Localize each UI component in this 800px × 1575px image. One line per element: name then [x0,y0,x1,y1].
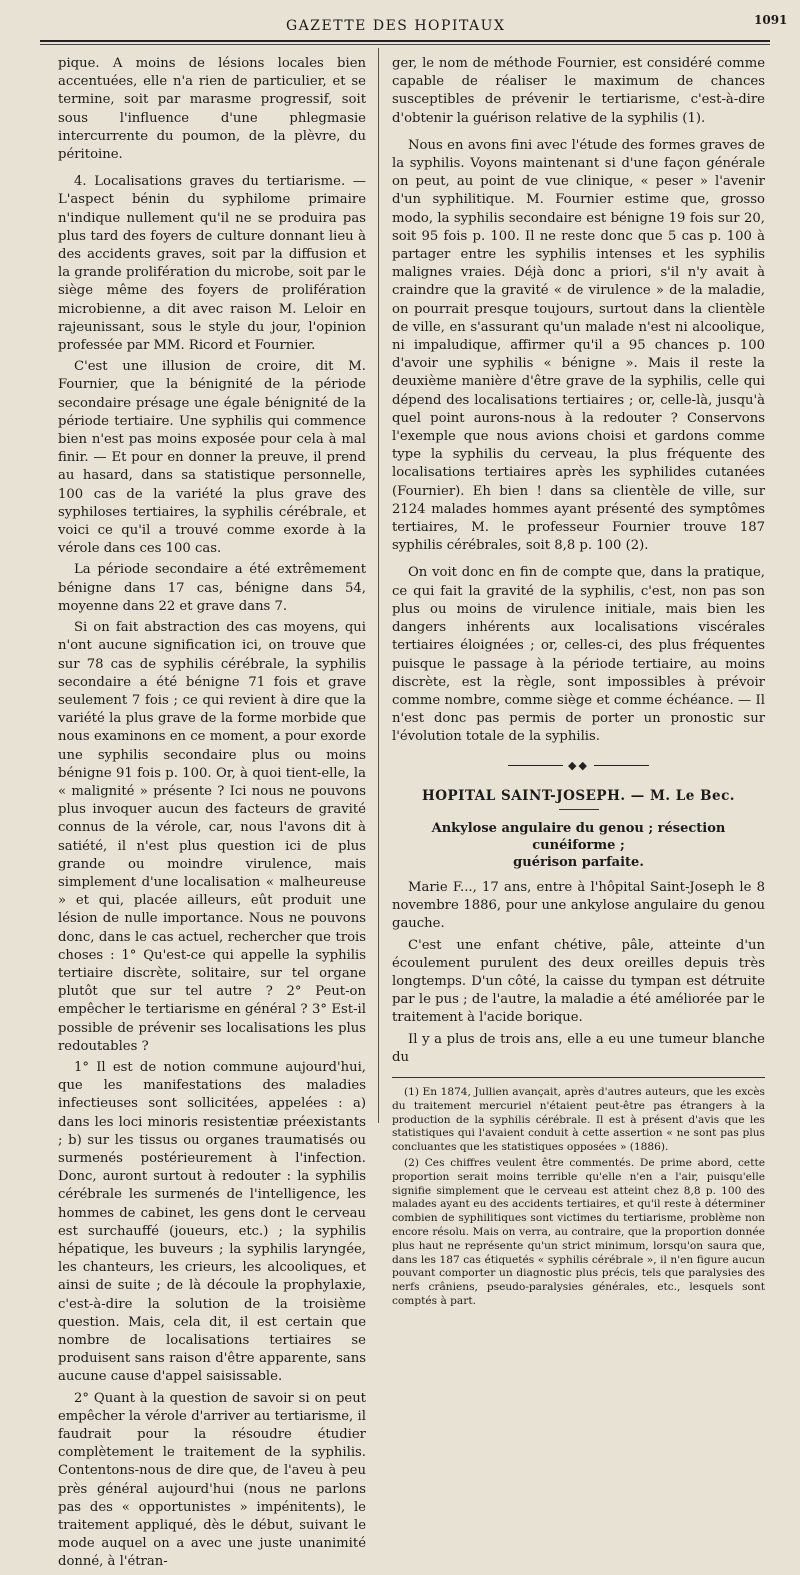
column-divider [378,48,379,1123]
paragraph: 2° Quant à la question de savoir si on peut empêcher la vérole d'arriver au tertiarisme, il faudrait pour la résoudre étudier complètement le traitement de la syphilis. Contentons-nous de dire que, de l'aveu à peu près général aujourd'hui (nous ne parlons pas des « opportunistes » impénitents), le traitement appliqué, dès le début, suivant le mode auquel on a avec une juste unanimité donné, à l'étran- [58,1390,366,1570]
right-column [392,55,765,1311]
section-heading: HOPITAL SAINT-JOSEPH. — M. Le Bec. [422,787,735,804]
paragraph: Marie F..., 17 ans, entre à l'hôpital Saint-Joseph le 8 novembre 1886, pour une ankylose angulaire du genou gauche. [392,879,765,932]
paragraph: pique. A moins de lésions locales bien accentuées, elle n'a rien de particulier, et se termine, soit par marasme progressif, soit sous l'influence d'une phlegmasie intercurrente du poumon, de la plèvre, du péritoine. [58,56,366,163]
case-title [392,820,765,871]
paragraph: Nous en avons fini avec l'étude des formes graves de la syphilis. Voyons maintenant si d'une façon générale on peut, au point de vue clinique, « peser » l'avenir d'un syphilitique. M. Fournier estime que, grosso modo, la syphilis secondaire est bénigne 19 fois sur 20, soit 95 fois p. 100. Il ne reste donc que 5 cas p. 100 à partager entre les syphilis intenses et les syphilis malignes vraies. Déjà donc a priori, s'il n'y avait à craindre que la gravité « de virulence » de la maladie, on pourrait presque toujours, surtout dans la clientèle de ville, en s'assurant qu'un malade n'est ni alcoolique, ni impaludique, affirmer qu'il a 95 chances p. 100 d'avoir une syphilis « bénigne ». Mais il reste la deuxième manière d'être grave de la syphilis, celle qui dépend des localisations tertiaires ; or, celle-là, jusqu'à quel point aurons-nous à la redouter ? Conservons l'exemple que nous avions choisi et gardons comme type la syphilis du cerveau, la plus fréquente des localisations tertiaires après les syphilides cutanées (Fournier). Eh bien ! dans sa clientèle de ville, sur 2124 malades hommes ayant présenté des symptômes tertiaires, M. le professeur Fournier trouve 187 syphilis cérébrales, soit 8,8 p. 100 (2). [392,137,765,554]
footnote-rule [392,1077,765,1078]
paragraph: 1° Il est de notion commune aujourd'hui, que les manifestations des maladies infectieuses sont sollicitées, appelées : a) dans les loci minoris resistentiæ préexistants ; b) sur les tissus ou organes traumatisés ou surmenés postérieurement à l'infection. Donc, auront surtout à redouter : la syphilis cérébrale les surmenés de l'intelligence, les hommes de cabinet, les gens dont le cerveau est surchauffé (joueurs, etc.) ; la syphilis hépatique, les buveurs ; la syphilis laryngée, les chanteurs, les crieurs, les alcooliques, et ainsi de suite ; de là découle la prophylaxie, c'est-à-dire la solution de la troisième question. Mais, cela dit, il est certain que nombre de localisations tertiaires se produisent sans raison d'être apparente, sans aucune cause d'appel saisissable. [58,1059,366,1385]
journal-title: GAZETTE DES HOPITAUX [286,18,506,34]
section-ornament: ◆◆ [392,757,765,775]
case-title-line: guérison parfaite. [513,854,644,870]
paragraph: C'est une illusion de croire, dit M. Fournier, que la bénignité de la période secondaire présage une égale bénignité de la période tertiaire. Une syphilis qui commence bien n'est pas moins exposée pour cela à mal finir. — Et pour en donner la preuve, il prend au hasard, dans sa statistique personnelle, 100 cas de la variété la plus grave des syphiloses tertiaires, la syphilis cérébrale, et voici ce qu'il a trouvé comme exorde à la vérole dans ces 100 cas. [58,359,366,557]
paragraph: On voit donc en fin de compte que, dans la pratique, ce qui fait la gravité de la syphilis, c'est, non pas son plus ou moins de virulence initiale, mais bien les dangers inhérents aux localisations viscérales tertiaires éloignées ; or, celles-ci, des plus fréquentes puisque le passage à la période tertiaire, au moins discrète, est la règle, sont impossibles à prévoir comme nombre, comme siège et comme échéance. — Il n'est donc pas permis de porter un pronostic sur l'évolution totale de la syphilis. [392,565,765,745]
footnote: (2) Ces chiffres veulent être commentés. De prime abord, cette proportion serait moins terrible qu'elle n'en a l'air, puisqu'elle signifie simplement que le cerveau est atteint chez 8,8 p. 100 des malades ayant eu des accidents tertiaires, et qu'il reste à déterminer combien de syphilitiques sont victimes du tertiarisme, problème non encore résolu. Mais on verra, au contraire, que la proportion donnée plus haut ne représente qu'un strict minimum, lorsqu'on saura que, dans les 187 cas étiquetés « syphilis cérébrale », il n'en figure aucun pouvant comporter un diagnostic plus précis, tels que paralysies des nerfs crâniens, pseudo-paralysies générales, etc., lesquels sont comptés à part. [392,1156,765,1307]
footnote: (1) En 1874, Jullien avançait, après d'autres auteurs, que les excès du traitement mercuriel n'étaient peut-être pas étrangers à la production de la syphilis cérébrale. Il est à présent d'avis que les statistiques qui l'avaient conduit à cette assertion « ne sont pas plus concluantes que les statistiques opposées » (1886). [392,1085,765,1154]
paragraph: Il y a plus de trois ans, elle a eu une tumeur blanche du [392,1031,765,1065]
paragraph: Si on fait abstraction des cas moyens, qui n'ont aucune signification ici, on trouve que sur 78 cas de syphilis cérébrale, la syphilis secondaire a été bénigne 71 fois et grave seulement 7 fois ; ce qui revient à dire que la variété la plus grave de la forme morbide que nous examinons en ce moment, a pour exorde une syphilis secondaire plus ou moins bénigne 91 fois p. 100. Or, à quoi tient-elle, la « malignité » présente ? Ici nous ne pouvons plus invoquer aucun des facteurs de gravité connus de la vérole, car, nous l'avons dit à satiété, il n'est plus question ici de plus grande ou moindre virulence, mais simplement d'une localisation « malheureuse » et qui, placée ailleurs, eût produit une lésion de nulle importance. Nous ne pouvons donc, dans le cas actuel, rechercher que trois choses : 1° Qu'est-ce qui appelle la syphilis tertiaire discrète, solitaire, sur tel organe plutôt que sur tel autre ? 2° Peut-on empêcher le tertiarisme en général ? 3° Est-il possible de prévenir ses localisations les plus redoutables ? [58,620,366,1054]
paragraph: C'est une enfant chétive, pâle, atteinte d'un écoulement purulent des deux oreilles depuis très longtemps. D'un côté, la caisse du tympan est détruite par le pus ; de l'autre, la maladie a été améliorée par le traitement à l'acide borique. [392,937,765,1026]
heading-rule [559,809,599,810]
paragraph: La période secondaire a été extrêmement bénigne dans 17 cas, bénigne dans 54, moyenne dans 22 et grave dans 7. [58,562,366,614]
header-rule [40,40,770,42]
page-number: 1091 [754,13,788,27]
paragraph: 4. Localisations graves du tertiarisme. — L'aspect bénin du syphilome primaire n'indique nullement qu'il ne se produira pas plus tard des foyers de culture donnant lieu à des accidents graves, soit par la diffusion et la grande prolifération du microbe, soit par le siège même des foyers de prolifération microbienne, a dit avec raison M. Leloir en rajeunissant, sous le style du jour, l'opinion professée par MM. Ricord et Fournier. [58,174,366,354]
case-title-line: Ankylose angulaire du genou ; résection cunéiforme ; [431,820,726,853]
header-rule-thin [40,44,770,45]
left-column [58,55,366,1575]
footnotes [392,1086,765,1309]
paragraph: ger, le nom de méthode Fournier, est considéré comme capable de réaliser le maximum de chances susceptibles de prévenir le tertiarisme, c'est-à-dire d'obtenir la guérison relative de la syphilis (1). [392,56,765,126]
